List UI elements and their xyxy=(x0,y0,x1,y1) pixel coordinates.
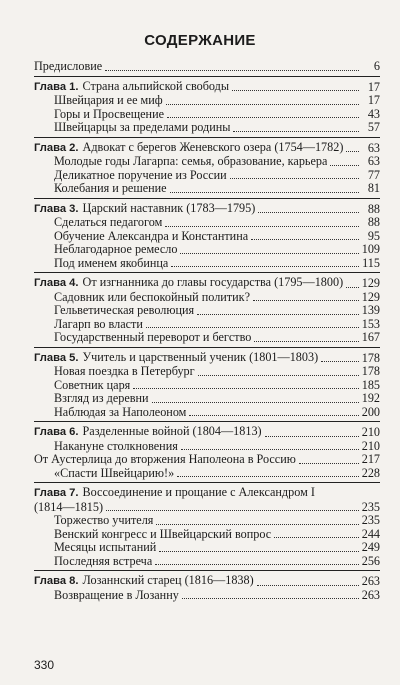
toc-subentry[interactable] xyxy=(34,291,380,305)
toc-page-number: 81 xyxy=(367,181,380,195)
dot-leader xyxy=(170,192,359,193)
toc-page-number: 17 xyxy=(367,79,380,94)
toc-page-number: 95 xyxy=(367,228,380,243)
toc-entry-text: Молодые годы Лагарпа: семья, образование, карьера xyxy=(54,155,328,168)
toc-page-number: 235 xyxy=(361,499,380,514)
dot-leader xyxy=(299,463,359,464)
toc-subentry[interactable] xyxy=(34,555,380,569)
toc-subentry[interactable] xyxy=(34,243,380,257)
toc-entry-text: Неблагодарное ремесло xyxy=(54,243,178,256)
dot-leader xyxy=(230,178,359,179)
toc-page-number: 210 xyxy=(361,438,380,453)
toc-entry-text: Горы и Просвещение xyxy=(54,107,165,121)
toc-entry-text: Садовник или беспокойный политик? xyxy=(54,290,250,304)
toc-entry-text: Под именем якобинца xyxy=(54,256,169,270)
toc-entry-text: Торжество учителя xyxy=(54,514,154,527)
toc-preface[interactable] xyxy=(34,60,380,74)
toc-subentry[interactable] xyxy=(34,589,380,603)
toc-subentry[interactable] xyxy=(34,94,380,108)
dot-leader xyxy=(181,449,359,450)
toc-subentry[interactable] xyxy=(34,440,380,454)
toc-subentry[interactable] xyxy=(34,379,380,393)
toc-page-number: 210 xyxy=(361,425,380,439)
toc-page-number: 256 xyxy=(361,553,380,568)
toc-entry-text: Гельветическая революция xyxy=(54,304,195,317)
toc-entry-text: Колебания и решение xyxy=(54,182,167,195)
toc-subentry[interactable] xyxy=(34,169,380,183)
toc-chapter-1 xyxy=(34,77,380,138)
toc-subentry[interactable] xyxy=(34,155,380,169)
toc-entry-text: Швейцарцы за пределами родины xyxy=(54,121,231,134)
toc-page-number: 153 xyxy=(361,316,380,331)
toc-page-number: 167 xyxy=(361,330,380,344)
chapter-title: Учитель и царственный ученик (1801—1803) xyxy=(82,350,319,364)
chapter-label: Глава 3. xyxy=(34,202,79,215)
dot-leader xyxy=(156,524,358,525)
toc-page-number: 129 xyxy=(361,276,380,290)
page-title: СОДЕРЖАНИЕ xyxy=(144,32,256,49)
dot-leader xyxy=(251,239,359,240)
toc-subentry[interactable] xyxy=(34,318,380,332)
chapter-title: Страна альпийской свободы xyxy=(82,79,230,93)
dot-leader xyxy=(198,375,359,376)
chapter-title: Адвокат с берегов Женевского озера (1754—1782) xyxy=(82,140,344,154)
toc-page-number: 178 xyxy=(361,350,380,365)
dot-leader xyxy=(152,402,359,403)
dot-leader xyxy=(155,564,358,565)
chapter-heading[interactable] xyxy=(34,141,380,156)
toc-page-number: 263 xyxy=(361,587,380,602)
chapter-title: Царский наставник (1783—1795) xyxy=(82,201,256,215)
toc-page-number: 235 xyxy=(361,513,380,527)
dot-leader xyxy=(133,388,358,389)
toc-entry-text: «Спасти Швейцарию!» xyxy=(54,466,175,480)
toc-subentry[interactable] xyxy=(34,392,380,406)
page-number: 330 xyxy=(34,658,55,672)
dot-leader xyxy=(167,117,359,118)
toc-page-number: 200 xyxy=(361,404,380,419)
toc-entry-text: Швейцария и ее миф xyxy=(54,94,163,107)
dot-leader xyxy=(171,266,359,267)
toc-entry-text: Советник царя xyxy=(54,378,131,392)
toc-subentry[interactable] xyxy=(34,108,380,122)
toc-entry-text: Государственный переворот и бегство xyxy=(54,331,252,344)
toc-page-number: 63 xyxy=(367,140,380,155)
dot-leader xyxy=(330,165,359,166)
toc-subentry[interactable] xyxy=(34,528,380,542)
toc-subentry[interactable] xyxy=(34,216,380,230)
chapter-heading-line2[interactable] xyxy=(34,501,380,515)
dot-leader xyxy=(180,253,358,254)
dot-leader xyxy=(177,476,359,477)
dot-leader xyxy=(253,300,359,301)
toc-entry-text: Накануне столкновения xyxy=(54,439,178,453)
dot-leader xyxy=(346,287,359,288)
toc-page-number: 217 xyxy=(361,452,380,466)
dot-leader xyxy=(197,314,359,315)
dot-leader xyxy=(105,70,359,71)
toc-page-number: 139 xyxy=(361,303,380,317)
chapter-title: Воссоединение и прощание с Александром I xyxy=(82,486,315,499)
dot-leader xyxy=(265,436,359,437)
chapter-label: Глава 8. xyxy=(34,575,79,587)
dot-leader xyxy=(321,361,359,362)
toc-entry-text: Новая поездка в Петербург xyxy=(54,365,195,378)
chapter-label: Глава 5. xyxy=(34,351,79,364)
toc-subentry[interactable] xyxy=(34,453,380,467)
toc-subentry[interactable] xyxy=(34,541,380,555)
toc-entry-text: Взгляд из деревни xyxy=(54,392,149,405)
toc-chapter-8 xyxy=(34,571,380,604)
toc-subentry[interactable] xyxy=(34,514,380,528)
toc-entry-text: Венский конгресс и Швейцарский вопрос xyxy=(54,527,272,541)
table-of-contents xyxy=(34,60,380,604)
toc-page-number: 57 xyxy=(367,120,380,134)
toc-entry-text: Последняя встреча xyxy=(54,554,153,568)
chapter-heading-line1[interactable] xyxy=(34,486,380,501)
toc-subentry[interactable] xyxy=(34,365,380,379)
dot-leader xyxy=(106,510,359,511)
chapter-heading[interactable] xyxy=(34,425,380,440)
chapter-label: Глава 7. xyxy=(34,487,79,499)
toc-entry-text: От Аустерлица до вторжения Наполеона в Россию xyxy=(34,453,296,466)
toc-chapter-2 xyxy=(34,138,380,199)
dot-leader xyxy=(258,212,359,213)
toc-page-number: 244 xyxy=(361,526,380,541)
dot-leader xyxy=(233,131,359,132)
dot-leader xyxy=(182,598,359,599)
toc-page-number: 88 xyxy=(367,201,380,216)
toc-chapter-3 xyxy=(34,199,380,274)
chapter-label: Глава 2. xyxy=(34,141,79,154)
toc-entry-text: Наблюдая за Наполеоном xyxy=(54,405,187,419)
toc-entry-text: Лагарп во власти xyxy=(54,317,143,331)
dot-leader xyxy=(165,226,359,227)
toc-page-number: 129 xyxy=(361,289,380,304)
toc-subentry[interactable] xyxy=(34,230,380,244)
dot-leader xyxy=(346,151,359,152)
toc-page-number: 115 xyxy=(362,255,380,270)
dot-leader xyxy=(232,90,359,91)
toc-entry-text: Предисловие xyxy=(34,60,103,73)
chapter-heading[interactable] xyxy=(34,351,380,366)
chapter-heading[interactable] xyxy=(34,276,380,291)
dot-leader xyxy=(159,551,358,552)
dot-leader xyxy=(257,585,359,586)
toc-subentry[interactable] xyxy=(34,121,380,135)
toc-page-number: 263 xyxy=(361,574,380,588)
chapter-title: От изгнанника до главы государства (1795—1800) xyxy=(82,276,344,289)
toc-page-number: 6 xyxy=(373,59,380,73)
toc-page-number: 228 xyxy=(361,465,380,480)
chapter-heading[interactable] xyxy=(34,574,380,589)
toc-page-number: 185 xyxy=(361,377,380,392)
toc-subentry[interactable] xyxy=(34,406,380,420)
toc-entry-text: Возвращение в Лозанну xyxy=(54,588,179,602)
toc-page-number: 88 xyxy=(367,215,380,229)
chapter-label: Глава 4. xyxy=(34,277,79,289)
toc-subentry[interactable] xyxy=(34,257,380,271)
chapter-title: Лозаннский старец (1816—1838) xyxy=(82,574,254,587)
dot-leader xyxy=(189,415,358,416)
chapter-label: Глава 1. xyxy=(34,80,79,93)
toc-chapter-4 xyxy=(34,273,380,348)
toc-page-number: 17 xyxy=(367,93,380,107)
toc-page-number: 178 xyxy=(361,364,380,378)
toc-page-number: 109 xyxy=(361,242,380,256)
chapter-title-continuation: (1814—1815) xyxy=(34,500,104,514)
toc-preface-block xyxy=(34,60,380,77)
dot-leader xyxy=(166,104,359,105)
toc-subentry[interactable] xyxy=(34,331,380,345)
dot-leader xyxy=(146,327,359,328)
toc-entry-text: Сделаться педагогом xyxy=(54,216,163,229)
toc-entry-text: Месяцы испытаний xyxy=(54,541,157,554)
toc-page-number: 192 xyxy=(361,391,380,405)
toc-chapter-7 xyxy=(34,483,380,571)
toc-page-number: 77 xyxy=(367,167,380,182)
chapter-heading[interactable] xyxy=(34,80,380,95)
toc-page-number: 63 xyxy=(367,154,380,168)
toc-entry-text: Деликатное поручение из России xyxy=(54,168,227,182)
toc-subentry[interactable] xyxy=(34,182,380,196)
toc-chapter-6 xyxy=(34,422,380,483)
toc-entry-text: Обучение Александра и Константина xyxy=(54,229,249,243)
chapter-heading[interactable] xyxy=(34,202,380,217)
toc-subentry[interactable] xyxy=(34,304,380,318)
dot-leader xyxy=(254,341,358,342)
toc-page-number: 249 xyxy=(361,540,380,554)
dot-leader xyxy=(274,537,359,538)
toc-chapter-5 xyxy=(34,348,380,423)
chapter-title: Разделенные войной (1804—1813) xyxy=(82,425,262,438)
chapter-label: Глава 6. xyxy=(34,426,79,438)
toc-subentry[interactable] xyxy=(34,467,380,481)
toc-page-number: 43 xyxy=(367,106,380,121)
